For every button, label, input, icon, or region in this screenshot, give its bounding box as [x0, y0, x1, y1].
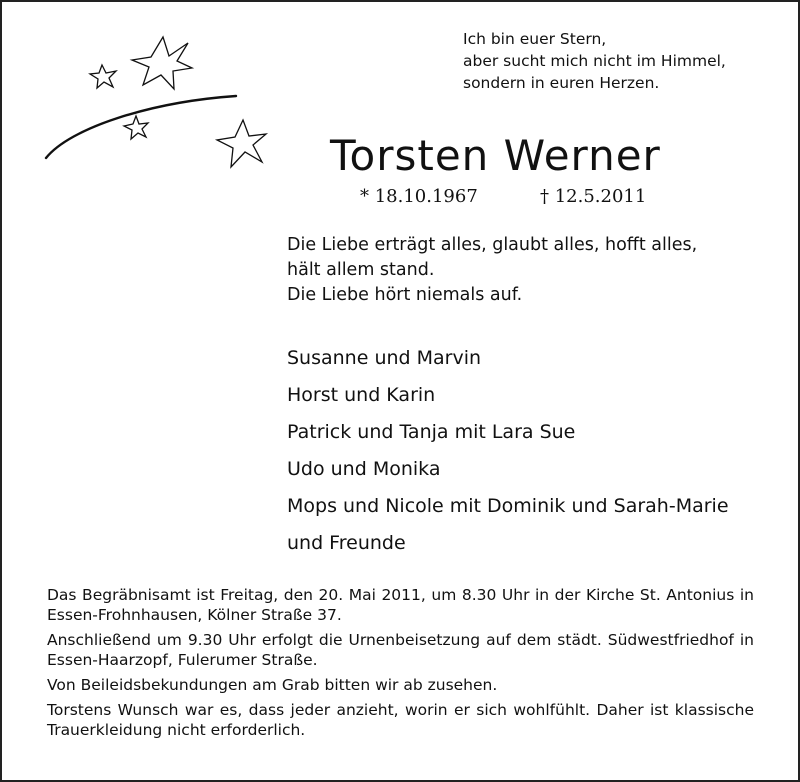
- deceased-name: Torsten Werner: [330, 131, 661, 180]
- mourner-entry: Susanne und Marvin: [287, 347, 482, 369]
- notice-paragraph: Von Beileidsbekundungen am Grab bitten wir ab zusehen.: [47, 676, 498, 694]
- verse-line: Die Liebe erträgt alles, glaubt alles, hofft alles,: [287, 235, 698, 255]
- birth-date: * 18.10.1967: [360, 186, 478, 207]
- mourner-entry: und Freunde: [287, 532, 406, 554]
- verse-line: hält allem stand.: [287, 260, 435, 280]
- notice-paragraph: Torstens Wunsch war es, dass jeder anzieht, worin er sich wohlfühlt. Daher ist klassische Trauerkleidung nicht erforderlich.: [47, 701, 754, 739]
- poem-line: aber sucht mich nicht im Himmel,: [463, 52, 726, 70]
- funeral-notice: [47, 585, 754, 745]
- death-date: † 12.5.2011: [540, 186, 647, 207]
- comet-trail: [46, 96, 236, 158]
- mourner-entry: Udo und Monika: [287, 458, 441, 480]
- poem-line: Ich bin euer Stern,: [463, 30, 607, 48]
- notice-paragraph: Das Begräbnisamt ist Freitag, den 20. Mai 2011, um 8.30 Uhr in der Kirche St. Antonius in Essen-Frohnhausen, Kölner Straße 37.: [47, 586, 754, 624]
- top-poem: [463, 28, 783, 94]
- star-icon: [132, 37, 192, 89]
- star-icon: [90, 65, 116, 88]
- star-icon: [217, 120, 266, 167]
- shooting-stars-illustration: [40, 30, 290, 180]
- mourner-entry: Patrick und Tanja mit Lara Sue: [287, 421, 576, 443]
- mourner-entry: Mops und Nicole mit Dominik und Sarah-Marie: [287, 495, 729, 517]
- mourner-entry: Horst und Karin: [287, 384, 436, 406]
- poem-line: sondern in euren Herzen.: [463, 74, 660, 92]
- verse-line: Die Liebe hört niemals auf.: [287, 285, 523, 305]
- mourners-list: [287, 340, 787, 562]
- bible-verse: [287, 233, 777, 308]
- star-icon: [124, 116, 148, 139]
- notice-paragraph: Anschließend um 9.30 Uhr erfolgt die Urnenbeisetzung auf dem städt. Südwestfriedhof in Essen-Haarzopf, Fulerumer Straße.: [47, 631, 754, 669]
